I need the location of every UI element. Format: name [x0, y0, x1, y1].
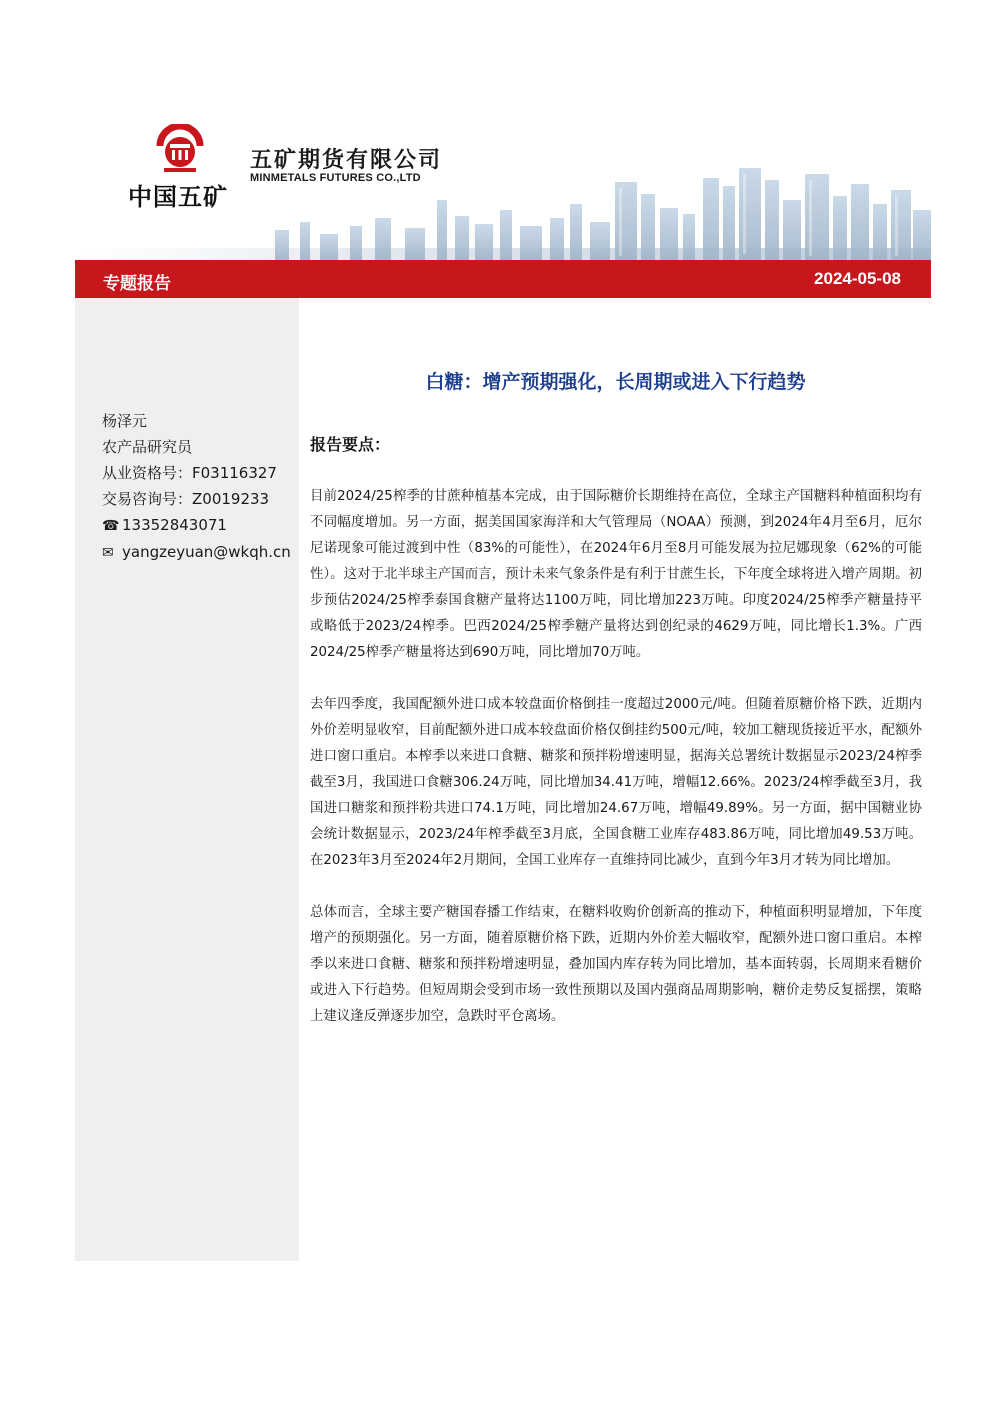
report-body	[310, 484, 922, 1056]
phone-icon: ☎	[102, 518, 120, 534]
company-name-cn: 五矿期货有限公司	[250, 148, 443, 173]
author-name: 杨泽元	[102, 412, 148, 430]
report-banner	[75, 260, 931, 298]
group-name: 中国五矿	[128, 183, 228, 211]
author-info	[102, 408, 291, 566]
paragraph: 总体而言，全球主要产糖国春播工作结束，在糖料收购价创新高的推动下，种植面积明显增加，下年度增产的预期强化。另一方面，随着原糖价格下跌，近期内外价差大幅收窄，配额外进口窗口重启。本榨季以来进口食糖、糖浆和预拌粉增速明显，叠加国内库存转为同比增加，基本面转弱，长周期来看糖价或进入下行趋势。但短周期会受到市场一致性预期以及国内强商品周期影响，糖价走势反复摇摆，策略上建议逢反弹逐步加空，急跌时平仓离场。	[310, 905, 922, 1024]
minmetals-logo-icon	[156, 124, 204, 176]
report-date: 2024-05-08	[814, 269, 901, 288]
company-name-en: MINMETALS FUTURES CO.,LTD	[250, 172, 421, 184]
report-type: 专题报告	[103, 274, 171, 294]
author-phone: 13352843071	[122, 516, 227, 534]
author-trade-license: 交易咨询号：Z0019233	[102, 490, 270, 508]
paragraph: 去年四季度，我国配额外进口成本较盘面价格倒挂一度超过2000元/吨。但随着原糖价格下跌，近期内外价差明显收窄，目前配额外进口成本较盘面价格仅倒挂约500元/吨，较加工糖现货接近平水，配额外进口窗口重启。本榨季以来进口食糖、糖浆和预拌粉增速明显，据海关总署统计数据显示2023/24榨季截至3月，我国进口食糖306.24万吨，同比增加34.41万吨，增幅12.66%。2023/24榨季截至3月，我国进口糖浆和预拌粉共进口74.1万吨，同比增加24.67万吨，增幅49.89%。另一方面，据中国糖业协会统计数据显示，2023/24年榨季截至3月底，全国食糖工业库存483.86万吨，同比增加49.53万吨。在2023年3月至2024年2月期间，全国工业库存一直维持同比减少，直到今年3月才转为同比增加。	[310, 697, 922, 868]
section-heading: 报告要点：	[310, 435, 391, 454]
author-role: 农产品研究员	[102, 438, 193, 456]
author-email-row[interactable]	[102, 539, 291, 566]
author-phone-row	[102, 512, 291, 539]
page-header	[0, 0, 992, 300]
envelope-icon: ✉	[102, 545, 114, 561]
author-sidebar	[75, 298, 299, 1261]
paragraph: 目前2024/25榨季的甘蔗种植基本完成，由于国际糖价长期维持在高位，全球主产国糖料种植面积均有不同幅度增加。另一方面，据美国国家海洋和大气管理局（NOAA）预测，到2024年4月至6月，厄尔尼诺现象可能过渡到中性（83%的可能性），在2024年6月至8月可能发展为拉尼娜现象（62%的可能性）。这对于北半球主产国而言，预计未来气象条件是有利于甘蔗生长，下年度全球将进入增产周期。初步预估2024/25榨季泰国食糖产量将达1100万吨，同比增加223万吨。印度2024/25榨季产糖量持平或略低于2023/24榨季。巴西2024/25榨季糖产量将达到创纪录的4629万吨，同比增长1.3%。广西2024/25榨季产糖量将达到690万吨，同比增加70万吨。	[310, 489, 922, 660]
report-title: 白糖：增产预期强化，长周期或进入下行趋势	[425, 371, 806, 393]
author-license: 从业资格号：F03116327	[102, 464, 277, 482]
author-email[interactable]: yangzeyuan@wkqh.cn	[122, 543, 291, 561]
